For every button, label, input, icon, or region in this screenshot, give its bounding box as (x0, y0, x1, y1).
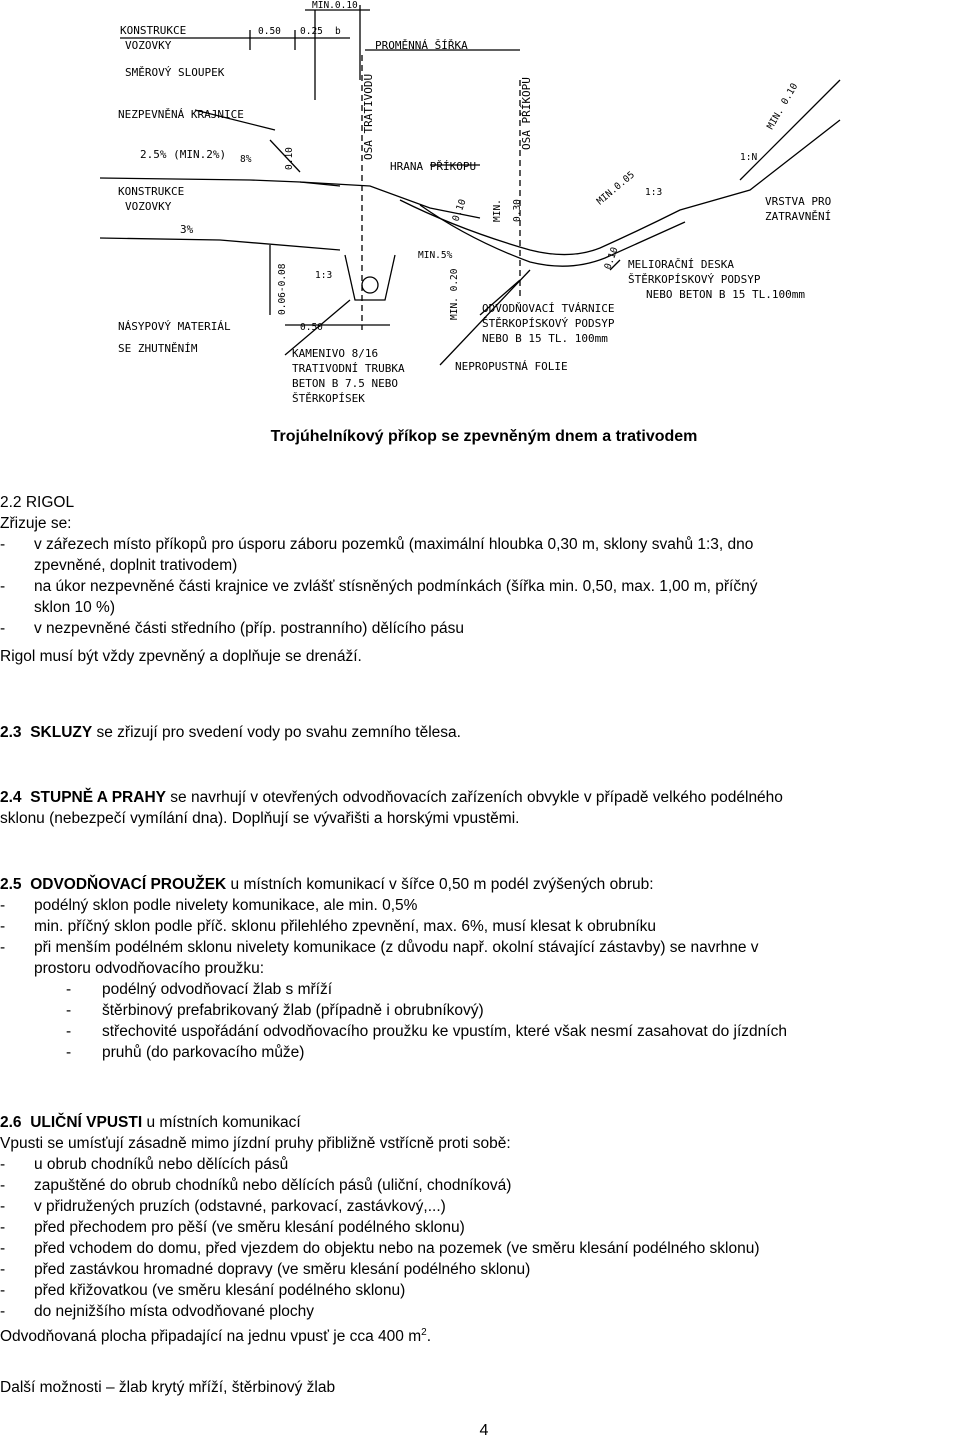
ditch-cross-section-diagram (100, 0, 860, 420)
list-item: - v zářezech místo příkopů pro úsporu záboru pozemků (maximální hloubka 0,30 m, sklony svahů 1:3, dno (0, 534, 960, 555)
section-2-5-text (0, 874, 960, 895)
section-body: se navrhují v otevřených odvodňovacích zařízeních obvykle v případě velkého podélného (165, 789, 783, 806)
list-item: - na úkor nezpevněné části krajnice ve zvlášť stísněných podmínkách (šířka min. 0,50, max. 1,00 m, příčný (0, 576, 960, 597)
list-item: - před vchodem do domu, před vjezdem do objektu nebo na pozemek (ve směru klesání podélného sklonu) (0, 1238, 960, 1259)
label-slope-1n: 1:N (740, 152, 758, 163)
label-dim-050-bottom: 0.50 (300, 322, 323, 333)
label-dim-006-008: 0.06-0.08 (277, 263, 288, 315)
section-title: ULIČNÍ VPUSTI (30, 1114, 143, 1131)
section-2-6 (0, 1112, 960, 1346)
section-body: se zřizují pro svedení vody po svahu zemního tělesa. (92, 724, 461, 741)
label-beton-b75: BETON B 7.5 NEBO (292, 377, 398, 390)
label-dim-b: b (335, 26, 341, 37)
label-min-020: MIN. 0.20 (449, 268, 460, 320)
page-number: 4 (479, 1422, 489, 1439)
further-options-text: Další možnosti – žlab krytý mříží, štěrbinový žlab (0, 1379, 336, 1396)
section-2-6-intro: Vpusti se umísťují zásadně mimo jízdní pruhy přibližně vstřícně proti sobě: (0, 1135, 511, 1152)
section-2-2-heading: 2.2 RIGOL (0, 494, 75, 511)
section-title: SKLUZY (30, 724, 93, 741)
label-min-010-right: MIN. 0.10 (765, 81, 801, 132)
list-item-cont: sklon 10 %) (34, 599, 115, 616)
label-melioracni-deska: MELIORAČNÍ DESKA (628, 258, 734, 271)
diagram-svg (100, 0, 860, 420)
section-number: 2.5 (0, 876, 22, 893)
list-item: - před zastávkou hromadné dopravy (ve směru klesání podélného sklonu) (0, 1259, 960, 1280)
label-nebo-b15: NEBO B 15 TL. 100mm (482, 332, 608, 345)
list-item: - v přidružených pruzích (odstavné, parkovací, zastávkový,...) (0, 1196, 960, 1217)
label-dim-025: 0.25 (300, 26, 323, 37)
list-item: - min. příčný sklon podle příč. sklonu přilehlého zpevnění, max. 6%, musí klesat k obrubníku (0, 916, 960, 937)
list-item-cont: prostoru odvodňovacího proužku: (34, 960, 265, 977)
list-item: - do nejnižšího místa odvodňované plochy (0, 1301, 960, 1322)
list-item: - podélný sklon podle nivelety komunikace, ale min. 0,5% (0, 895, 960, 916)
label-dim-010-c: 0.10 (602, 245, 621, 272)
section-2-2-intro: Zřizuje se: (0, 515, 72, 532)
section-title: ODVODŇOVACÍ PROUŽEK (30, 876, 227, 893)
label-slope-13-left: 1:3 (315, 270, 333, 281)
list-item: - při menším podélném sklonu nivelety komunikace (z důvodu např. okolní stávající zástavby) se navrhne v (0, 937, 960, 958)
label-vrstva-pro: VRSTVA PRO (765, 195, 832, 208)
label-slope-8: 8% (240, 154, 252, 165)
label-konstrukce-mid: KONSTRUKCE (118, 185, 185, 198)
label-dim-050-top: 0.50 (258, 26, 281, 37)
section-2-4 (0, 787, 960, 829)
label-nepropustna-folie: NEPROPUSTNÁ FOLIE (455, 360, 568, 373)
label-smerovy-sloupek: SMĚROVÝ SLOUPEK (125, 66, 225, 79)
label-se-zhutnenim: SE ZHUTNĚNÍM (118, 342, 198, 355)
section-number: 2.4 (0, 789, 22, 806)
section-2-5 (0, 874, 960, 1063)
label-slope-25: 2.5% (MIN.2%) (140, 148, 227, 161)
area-end: . (426, 1328, 432, 1346)
sub-list-item: - podélný odvodňovací žlab s mříží (0, 979, 960, 1000)
label-min-005: MIN.0.05 (594, 169, 637, 208)
section-2-6-area (0, 1322, 960, 1346)
section-2-4-line2: sklonu (nebezpečí vymílání dna). Doplňují se vývařišti a horskými vpustěmi. (0, 810, 520, 827)
figure-caption: Trojúhelníkový příkop se zpevněným dnem a trativodem (270, 428, 698, 445)
label-sterkopiskovy-podsyp2: ŠTĚRKOPÍSKOVÝ PODSYP (482, 317, 615, 330)
list-item: - u obrub chodníků nebo dělících pásů (0, 1154, 960, 1175)
section-2-2-note: Rigol musí být vždy zpevněný a doplňuje se drenáží. (0, 648, 362, 665)
list-item: - před přechodem pro pěší (ve směru klesání podélného sklonu) (0, 1217, 960, 1238)
sub-list-item-cont (0, 1042, 960, 1063)
label-vozovky-top: VOZOVKY (125, 39, 172, 52)
section-number: 2.3 (0, 724, 22, 741)
sub-list-item-cont-text: pruhů (do parkovacího může) (102, 1044, 305, 1061)
label-promenna-sirka: PROMĚNNÁ ŠÍŘKA (375, 39, 468, 52)
label-vozovky-mid: VOZOVKY (125, 200, 172, 213)
section-title: STUPNĚ A PRAHY (30, 789, 166, 806)
list-item-cont: zpevněné, doplnit trativodem) (34, 557, 238, 574)
section-2-4-text (0, 787, 960, 808)
list-item: - v nezpevněné části středního (příp. postranního) dělícího pásu (0, 618, 960, 639)
section-number: 2.6 (0, 1114, 22, 1131)
label-hrana-prikopu: HRANA PŘÍKOPU (390, 160, 477, 173)
label-konstrukce-top: KONSTRUKCE (120, 24, 187, 37)
sub-list-item: - střechovité uspořádání odvodňovacího proužku ke vpustím, které však nesmí zasahovat do jízdních (0, 1021, 960, 1042)
label-dim-010-a: 0.10 (284, 147, 295, 170)
label-min-010-top: MIN.0.10 (312, 0, 358, 11)
label-nezpevnena-krajnice: NEZPEVNĚNÁ KRAJNICE (118, 108, 244, 121)
area-text: Odvodňovaná plocha připadající na jednu vpusť je cca 400 m (0, 1328, 422, 1346)
label-nebo-beton: NEBO BETON B 15 TL.100mm (646, 288, 805, 301)
list-item: - před křižovatkou (ve směru klesání podélného sklonu) (0, 1280, 960, 1301)
label-sterkopisek: ŠTĚRKOPÍSEK (292, 392, 365, 405)
label-kamenivo: KAMENIVO 8/16 (292, 347, 379, 360)
section-body: u místních komunikací v šířce 0,50 m podél zvýšených obrub: (226, 876, 654, 893)
sub-list-item: - štěrbinový prefabrikovaný žlab (případně i obrubníkový) (0, 1000, 960, 1021)
label-min-5: MIN.5% (418, 250, 453, 261)
drain-pipe (362, 277, 378, 293)
label-slope-3: 3% (180, 223, 194, 236)
label-dim-010-b: 0.10 (450, 197, 469, 224)
label-osa-prikopu: OSA PŘÍKOPU (520, 77, 533, 150)
label-nasypovy-material: NÁSYPOVÝ MATERIÁL (118, 320, 231, 333)
further-options (0, 1377, 960, 1398)
section-2-6-text (0, 1112, 960, 1133)
label-slope-13: 1:3 (645, 187, 663, 198)
section-2-3 (0, 722, 960, 743)
label-osa-trativodu: OSA TRATIVODU (362, 73, 375, 160)
section-2-2 (0, 492, 960, 667)
label-odvodnovaci-tvarnice: ODVODŇOVACÍ TVÁRNICE (482, 302, 615, 315)
label-dim-min: MIN. (492, 199, 503, 222)
label-trativodni-trubka: TRATIVODNÍ TRUBKA (292, 362, 405, 375)
label-sterkopiskovy-podsyp: ŠTĚRKOPÍSKOVÝ PODSYP (628, 273, 761, 286)
label-zatravneni: ZATRAVNĚNÍ (765, 210, 832, 223)
area-superscript: 2 (421, 1327, 427, 1338)
label-dim-030: 0.30 (512, 199, 523, 222)
list-item: - zapuštěné do obrub chodníků nebo dělících pásů (uliční, chodníková) (0, 1175, 960, 1196)
section-2-3-text (0, 722, 960, 743)
section-body: u místních komunikací (142, 1114, 301, 1131)
